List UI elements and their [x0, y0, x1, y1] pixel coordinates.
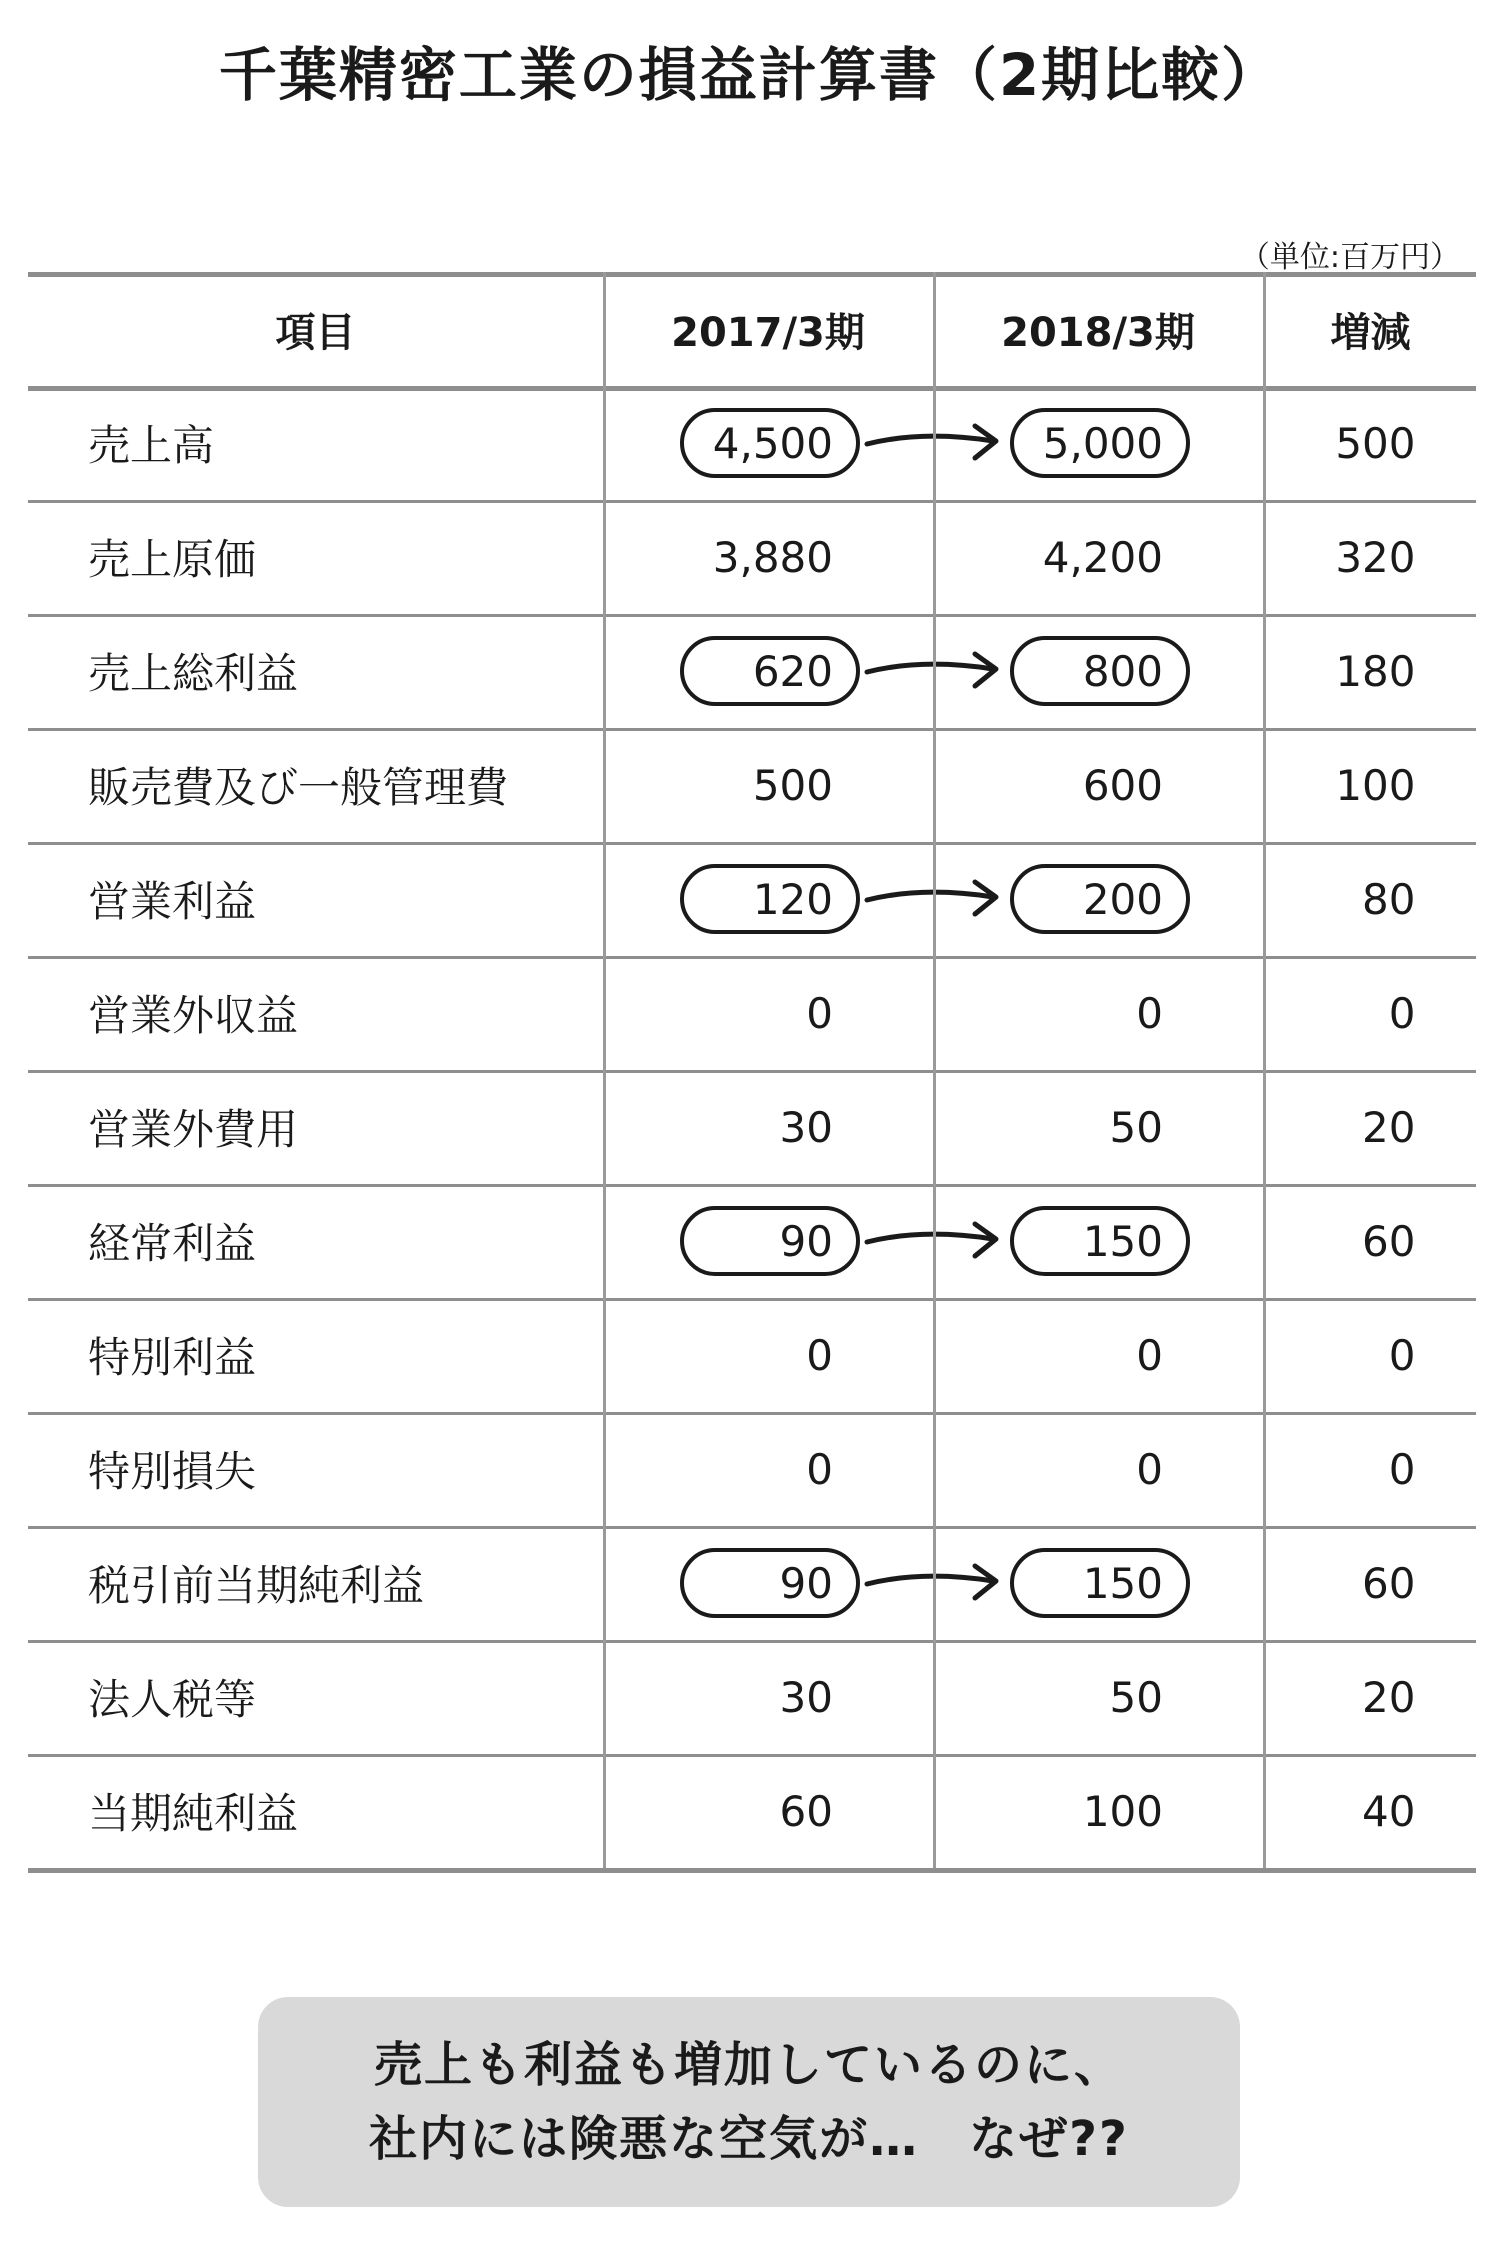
- row-divider: [28, 500, 1476, 503]
- table-row: [28, 1298, 1476, 1412]
- value-diff: 60: [1362, 1216, 1416, 1266]
- row-divider: [28, 1184, 1476, 1187]
- row-divider: [28, 1412, 1476, 1415]
- value-diff: 0: [1388, 1444, 1416, 1494]
- row-divider: [28, 1070, 1476, 1073]
- row-item-label: 税引前当期純利益: [88, 1561, 425, 1610]
- value-diff: 320: [1335, 532, 1416, 582]
- row-item-label: 売上総利益: [88, 649, 299, 698]
- row-divider: [28, 728, 1476, 731]
- page-title: 千葉精密工業の損益計算書（2期比較）: [218, 41, 1282, 109]
- table-row: [28, 500, 1476, 614]
- value-2018: 4,200: [1042, 532, 1163, 582]
- value-2018: 0: [1136, 1330, 1163, 1380]
- value-2018: 50: [1109, 1672, 1163, 1722]
- row-item-label: 営業外費用: [88, 1105, 299, 1154]
- table-row: [28, 1184, 1476, 1298]
- table-row: [28, 1754, 1476, 1868]
- column-divider: [1263, 272, 1266, 1868]
- row-divider: [28, 1526, 1476, 1529]
- row-divider: [28, 1868, 1476, 1873]
- table-row: [28, 614, 1476, 728]
- row-item-label: 売上原価: [88, 535, 257, 584]
- income-statement-table: [28, 272, 1476, 1872]
- value-diff: 0: [1388, 1330, 1416, 1380]
- row-divider: [28, 842, 1476, 845]
- row-divider: [28, 1640, 1476, 1643]
- row-item-label: 当期純利益: [88, 1789, 299, 1838]
- value-diff: 80: [1362, 874, 1416, 924]
- value-2018: 800: [1082, 646, 1163, 696]
- value-2017: 4,500: [712, 418, 833, 468]
- table-header-row: [28, 272, 1476, 386]
- value-diff: 60: [1362, 1558, 1416, 1608]
- table-row: [28, 956, 1476, 1070]
- row-item-label: 売上高: [88, 421, 215, 470]
- value-2017: 90: [779, 1558, 833, 1608]
- table-row: [28, 1070, 1476, 1184]
- row-divider: [28, 956, 1476, 959]
- value-diff: 100: [1335, 760, 1416, 810]
- note-line-2: 社内には険悪な空気が… なぜ??: [369, 2111, 1129, 2167]
- row-divider: [28, 386, 1476, 391]
- row-item-label: 経常利益: [88, 1219, 257, 1268]
- value-2018: 150: [1082, 1216, 1163, 1266]
- value-2017: 30: [779, 1102, 833, 1152]
- value-diff: 180: [1335, 646, 1416, 696]
- value-2017: 0: [806, 1444, 833, 1494]
- header-item: 項目: [275, 309, 356, 356]
- table-row: [28, 1526, 1476, 1640]
- value-2018: 150: [1082, 1558, 1163, 1608]
- value-2017: 620: [752, 646, 833, 696]
- table-row: [28, 728, 1476, 842]
- value-diff: 500: [1335, 418, 1416, 468]
- row-item-label: 特別利益: [88, 1333, 257, 1382]
- note-box: [258, 1997, 1240, 2207]
- value-2017: 0: [806, 988, 833, 1038]
- row-divider: [28, 614, 1476, 617]
- header-diff: 増減: [1330, 309, 1411, 356]
- row-item-label: 法人税等: [88, 1675, 257, 1724]
- value-diff: 20: [1362, 1672, 1416, 1722]
- row-item-label: 特別損失: [88, 1447, 257, 1496]
- table-row: [28, 386, 1476, 500]
- column-divider: [933, 272, 936, 1868]
- value-2018: 100: [1082, 1786, 1163, 1836]
- value-2017: 60: [779, 1786, 833, 1836]
- value-2018: 200: [1082, 874, 1163, 924]
- row-divider: [28, 1298, 1476, 1301]
- header-2018: 2018/3期: [1001, 309, 1195, 356]
- unit-label: （単位:百万円）: [1239, 240, 1460, 275]
- value-2017: 500: [752, 760, 833, 810]
- row-item-label: 営業利益: [88, 877, 257, 926]
- column-divider: [603, 272, 606, 1868]
- value-diff: 20: [1362, 1102, 1416, 1152]
- table-row: [28, 842, 1476, 956]
- value-2018: 0: [1136, 1444, 1163, 1494]
- value-diff: 0: [1388, 988, 1416, 1038]
- note-line-1: 売上も利益も増加しているのに、: [373, 2037, 1124, 2093]
- value-diff: 40: [1362, 1786, 1416, 1836]
- row-item-label: 営業外収益: [88, 991, 299, 1040]
- value-2018: 600: [1082, 760, 1163, 810]
- table-row: [28, 1640, 1476, 1754]
- value-2017: 0: [806, 1330, 833, 1380]
- value-2017: 30: [779, 1672, 833, 1722]
- value-2018: 5,000: [1042, 418, 1163, 468]
- value-2017: 3,880: [712, 532, 833, 582]
- row-item-label: 販売費及び一般管理費: [88, 763, 509, 812]
- value-2018: 50: [1109, 1102, 1163, 1152]
- row-divider: [28, 1754, 1476, 1757]
- value-2017: 120: [752, 874, 833, 924]
- table-row: [28, 1412, 1476, 1526]
- header-2017: 2017/3期: [671, 309, 865, 356]
- row-divider: [28, 272, 1476, 277]
- value-2017: 90: [779, 1216, 833, 1266]
- value-2018: 0: [1136, 988, 1163, 1038]
